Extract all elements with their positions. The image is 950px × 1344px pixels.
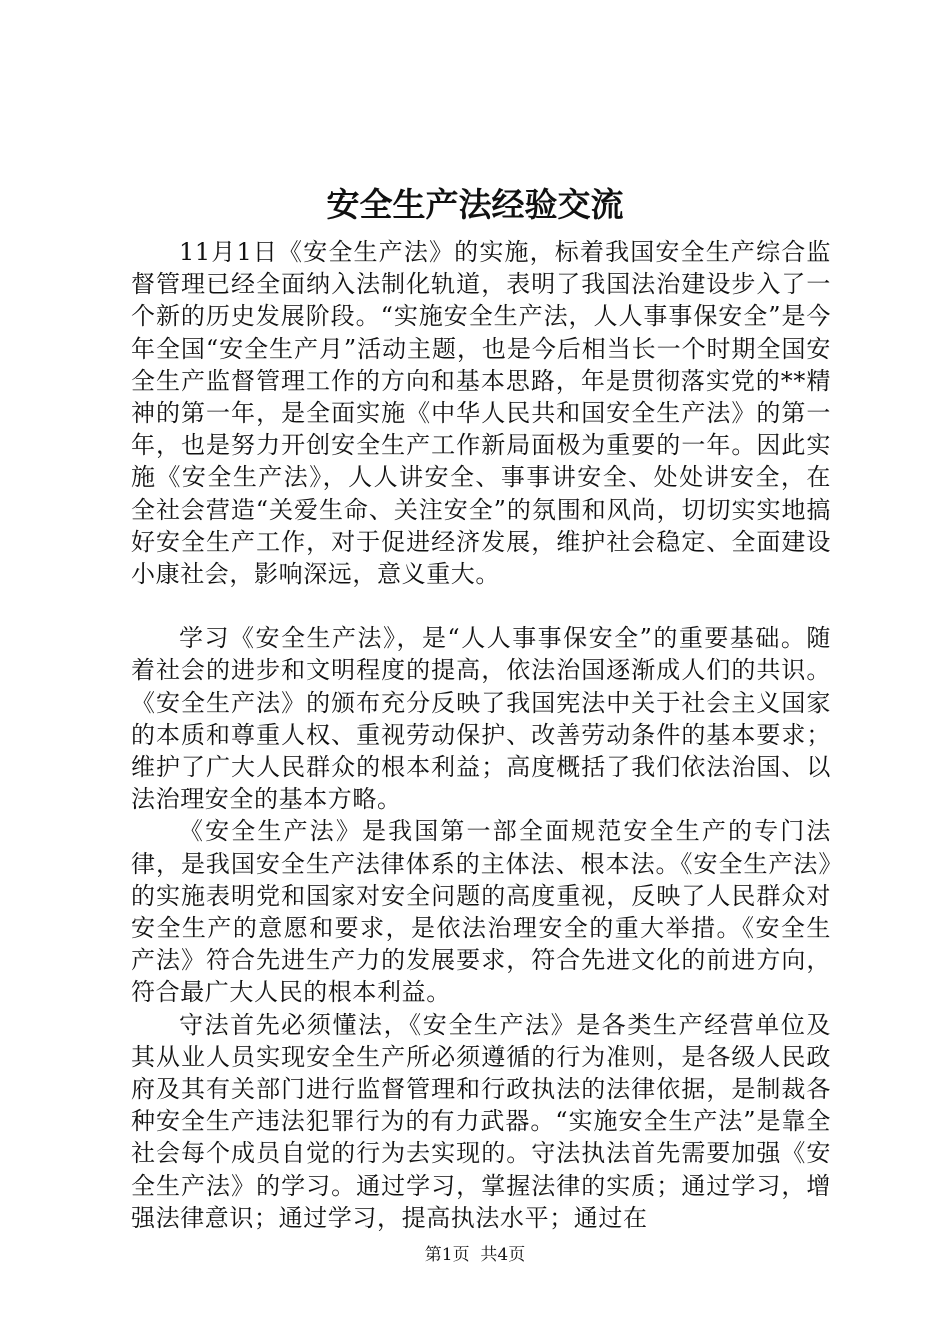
- paragraph-1: 11月1日《安全生产法》的实施，标着我国安全生产综合监督管理已经全面纳入法制化轨道，表明了我国法治建设步入了一个新的历史发展阶段。“实施安全生产法，人人事事保安全”是今年全国“安全生产月”活动主题，也是今后相当长一个时期全国安全生产监督管理工作的方向和基本思路，年是贯彻落实党的**精神的第一年，是全面实施《中华人民共和国安全生产法》的第一年，也是努力开创安全生产工作新局面极为重要的一年。因此实施《安全生产法》，人人讲安全、事事讲安全、处处讲安全，在全社会营造“关爱生命、关注安全”的氛围和风尚，切切实实地搞好安全生产工作，对于促进经济发展，维护社会稳定、全面建设小康社会，影响深远，意义重大。: [131, 238, 831, 589]
- paragraph-3: 《安全生产法》是我国第一部全面规范安全生产的专门法律，是我国安全生产法律体系的主体法、根本法。《安全生产法》的实施表明党和国家对安全问题的高度重视，反映了人民群众对安全生产的意愿和要求，是依法治理安全的重大举措。《安全生产法》符合先进生产力的发展要求，符合先进文化的前进方向，符合最广大人民的根本利益。: [131, 817, 831, 1007]
- page-footer: [0, 1243, 950, 1267]
- paragraph-4: 守法首先必须懂法，《安全生产法》是各类生产经营单位及其从业人员实现安全生产所必须遵循的行为准则，是各级人民政府及其有关部门进行监督管理和行政执法的法律依据，是制裁各种安全生产违法犯罪行为的有力武器。“实施安全生产法”是靠全社会每个成员自觉的行为去实现的。守法执法首先需要加强《安全生产法》的学习。通过学习，掌握法律的实质；通过学习，增强法律意识；通过学习，提高执法水平；通过在: [131, 1010, 831, 1232]
- document-body: [131, 236, 831, 1234]
- page-number-label: 第1页 共4页: [424, 1245, 526, 1265]
- paragraph-gap: [131, 590, 831, 622]
- paragraph-2: 学习《安全生产法》，是“人人事事保安全”的重要基础。随着社会的进步和文明程度的提高，依法治国逐渐成人们的共识。《安全生产法》的颁布充分反映了我国宪法中关于社会主义国家的本质和尊重人权、重视劳动保护、改善劳动条件的基本要求；维护了广大人民群众的根本利益；高度概括了我们依法治国、以法治理安全的基本方略。: [131, 624, 831, 814]
- document-title: 安全生产法经验交流: [326, 185, 624, 224]
